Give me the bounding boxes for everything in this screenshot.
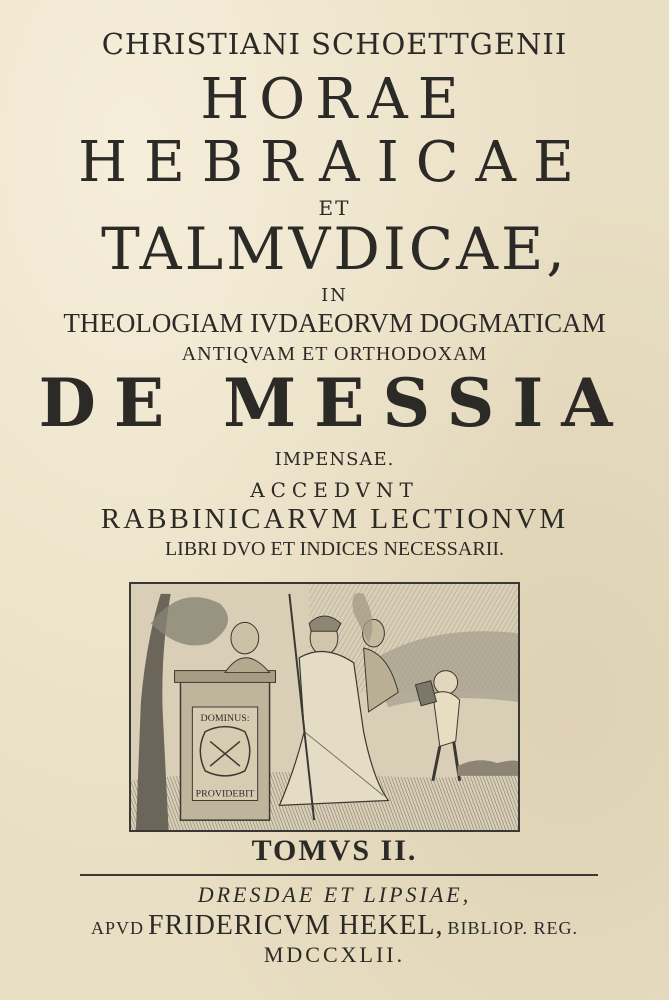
title-hebraicae: HEBRAICAE bbox=[78, 130, 591, 195]
title-de-messia: DE MESSIA bbox=[38, 364, 631, 442]
subtitle-antiquam: ANTIQVAM ET ORTHODOXAM bbox=[181, 343, 488, 365]
imprint-printer-line bbox=[0, 912, 669, 940]
imprint-apud: APVD bbox=[91, 918, 145, 938]
subtitle-libri: LIBRI DVO ET INDICES NECESSARII. bbox=[164, 538, 505, 560]
imprint-biblio: BIBLIOP. REG. bbox=[447, 918, 578, 938]
plaque-top-text: DOMINUS: bbox=[200, 712, 250, 724]
engraved-vignette bbox=[129, 582, 520, 832]
imprint-place: DRESDAE ET LIPSIAE, bbox=[197, 882, 472, 907]
imprint-year: MDCCXLII. bbox=[263, 942, 406, 967]
subtitle-rabbinicarum: RABBINICARVM LECTIONVM bbox=[100, 503, 569, 535]
imprint-printer: FRIDERICVM HEKEL, bbox=[148, 910, 444, 941]
subtitle-in: IN bbox=[321, 285, 348, 306]
imprint-divider bbox=[80, 874, 598, 876]
title-horae: HORAE bbox=[200, 67, 469, 132]
subtitle-theologiam: THEOLOGIAM IVDAEORVM DOGMATICAM bbox=[63, 308, 606, 338]
plaque-bottom-text: PROVIDEBIT bbox=[195, 788, 255, 800]
title-et: ET bbox=[318, 196, 351, 220]
author-line: CHRISTIANI SCHOETTGENII bbox=[101, 27, 568, 61]
subtitle-accedunt: ACCEDVNT bbox=[250, 478, 419, 502]
vignette-illustration bbox=[131, 584, 518, 830]
volume-line: TOMVS II. bbox=[251, 834, 418, 867]
subtitle-impensae: IMPENSAE. bbox=[274, 449, 395, 470]
title-talmudicae: TALMVDICAE, bbox=[101, 215, 568, 283]
